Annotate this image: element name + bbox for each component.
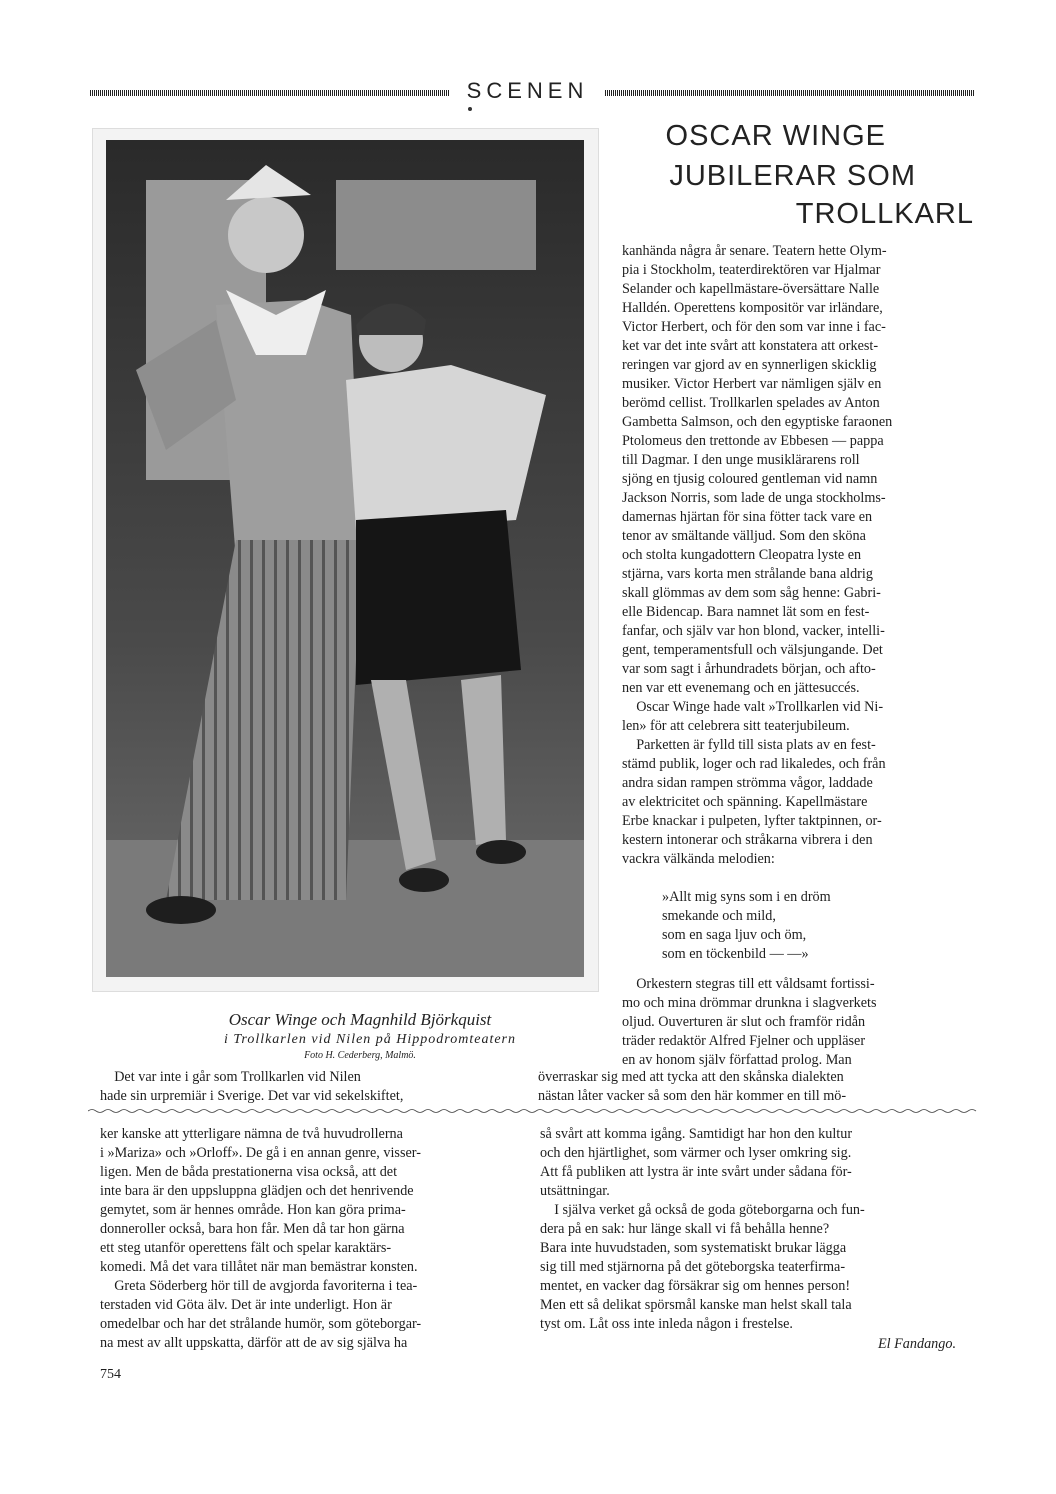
headline-line-3: TROLLKARL [795,198,974,230]
article-right-column: kanhända några år senare. Teatern hette Olym- pia i Stockholm, teaterdirektören var Hjalmar Selander och kapellmästare-översättare Nalle Halldén. Operettens kompositör var irländare, Victor Herbert, och för den som var inne i fac- ket var det inte svårt att konstatera att orkest- reringen var gjord av en synnerligen skicklig musiker. Victor Herbert var nämligen själv en berömd cellist. Trollkarlen spelades av Anton Gambetta Salmson, och den egyptiske faraonen Ptolomeus den trettonde av Ebbesen — pappa till Dagmar. I den unge musiklärarens roll sjöng en tjusig coloured gentleman vid namn Jackson Norris, som lade de unga stockholms- damernas hjärtan för sina fötter tack vare en tenor av smältande välljud. Som den sköna och stolta kungadottern Cleopatra lyste en stjärna, vars korta men strålande bana aldrig skall glömmas av dem som såg henne: Gabri- elle Bidencap. Bara namnet lät som en fest- fanfar, och själv var hon blond, vacker, intelli- gent, temperamentsfull och välsjungande. Det var som sagt i århundradets början, och afto- nen var ett evenemang och en jättesuccés. Oscar Winge hade valt »Trollkarlen vid Ni- len» för att celebrera sitt teaterjubileum. Parketten är fylld till sista plats av en fest- stämd publik, loger och rad likaledes, och från andra sidan rampen strömma vågor, laddade av elektricitet och spänning. Kapellmästare Erbe knackar i pulpeten, lyfter taktpinnen, or- kestern intonerar och stråkarna vibrera i den vackra välkända melodien: [622,243,893,867]
stage-photo [106,140,584,977]
article-span-right: överraskar sig med att tycka att den skånska dialekten nästan låter vacker så som den här kommer en till mö- [538,1069,847,1104]
caption-production: i Trollkarlen vid Nilen på Hippodromteatern [223,1032,516,1047]
page-number: 754 [100,1367,121,1382]
headline-line-1: OSCAR WINGE [665,120,886,152]
article-bottom-right: så svårt att komma igång. Samtidigt har hon den kultur och den hjärtlighet, som värmer och lyser omkring sig. Att få publiken att lystra är inte svårt under sådana för- utsättningar. I själva verket gå också de goda göteborgarna och fun- dera på en sak: hur länge skall vi få behålla henne? Bara inte huvudstaden, som systematiskt brukar lägga sig till med stjärnorna på det göteborgska teaterfirma- mentet, en vacker dag försäkrar sig om hennes person! Men ett så delikat spörsmål kanske man helst skall tala tyst om. Låt oss inte inleda någon i frestelse. [540,1126,865,1332]
ornament-dot [468,107,472,111]
caption-names: Oscar Winge och Magnhild Björkquist [228,1010,492,1029]
caption-photo-credit: Foto H. Cederberg, Malmö. [304,1050,416,1061]
section-title: SCENEN [466,78,589,103]
header-rule-left [90,90,450,96]
article-bottom-left: ker kanske att ytterligare nämna de två huvudrollerna i »Mariza» och »Orloff». De gå i en annan genre, visser- ligen. Men de båda prestationerna visa också, att det inte bara är den uppsluppna glädjen och det henrivende gemytet, som är hennes område. Hon kan göra prima- donneroller också, bara hon får. Men då tar hon gärna ett steg utanför operettens fält och spelar karaktärs- komedi. Må det vara tillåtet när man bemästrar konsten. Greta Söderberg hör till de avgjorda favoriterna i tea- terstaden vid Göta älv. Det är inte underligt. Hon är omedelbar och har det strålande humör, som göteborgar- na mest av allt uppskatta, därför att de av sig själva ha [100,1126,422,1351]
header-rule-right [605,90,975,96]
article-poem: »Allt mig syns som i en dröm smekande och mild, som en saga ljuv och öm, som en töckenbild — —» [662,889,831,962]
wavy-divider [88,1108,980,1114]
headline-line-2: JUBILERAR SOM [669,160,916,192]
article-span-left: Det var inte i går som Trollkarlen vid Nilen hade sin urpremiär i Sverige. Det var vid sekelskiftet, [100,1069,404,1104]
article-right-column-continued: Orkestern stegras till ett våldsamt fortissi- mo och mina drömmar drunkna i slagverkets oljud. Ouverturen är slut och framför ridån träder redaktör Alfred Fjelner och uppläser en av honom själv författad prolog. Man [622,976,877,1068]
author-signature: El Fandango. [877,1336,956,1352]
